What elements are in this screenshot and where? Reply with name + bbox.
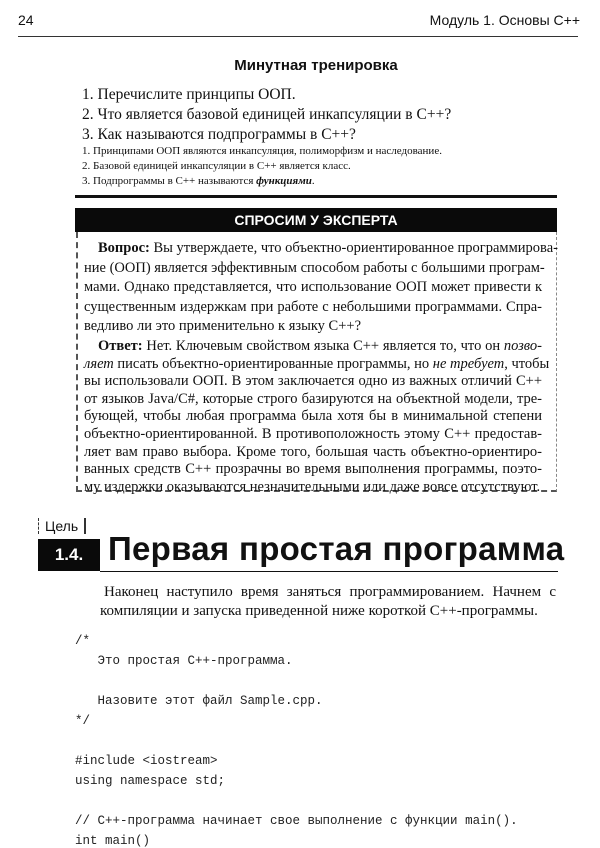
goal-label: Цель [38, 518, 86, 534]
section-number: 1.4. [38, 539, 100, 571]
answer-line: объектно-ориентированной. В противоположность этому C++ предостав- [84, 426, 542, 442]
code-line: using namespace std; [75, 774, 226, 788]
answer-emphasis: функциями [256, 175, 312, 187]
paragraph-line: Наконец наступило время заняться программированием. Начнем с [104, 584, 556, 600]
answer-label: Ответ: [98, 338, 143, 354]
answer-line: му издержки оказываются незначительными или даже вовсе отсутствуют. [84, 478, 541, 495]
quiz-answer: 2. Базовой единицей инкапсуляции в C++ является класс. [82, 160, 351, 172]
answer-line [84, 355, 550, 373]
answer-period: . [311, 175, 315, 187]
line-emphasis: ляет [84, 355, 114, 372]
line-emphasis: не требует [432, 355, 505, 372]
section-title: Первая простая программа [108, 530, 565, 567]
line-emphasis: позво- [503, 338, 542, 354]
quiz-title: Минутная тренировка [234, 57, 398, 74]
quiz-question: 2. Что является базовой единицей инкапсуляции в C++? [82, 106, 452, 123]
page-number: 24 [18, 12, 34, 28]
question-line: существенным издержкам при работе с небольшими программами. Спра- [84, 298, 542, 315]
code-line: Назовите этот файл Sample.cpp. [75, 694, 323, 708]
code-line: /* [75, 634, 91, 648]
answer-text: 3. Подпрограммы в C++ называются [82, 175, 257, 187]
line-text: Нет. Ключевым свойством языка C++ является то, что он [142, 338, 504, 354]
answer-line: от языков Java/C#, которые строго базируются на объектной модели, тре- [84, 390, 542, 407]
running-header: Модуль 1. Основы C++ [429, 12, 580, 28]
code-line: int main() [75, 834, 151, 848]
expert-title: СПРОСИМ У ЭКСПЕРТА [75, 208, 557, 232]
code-line: */ [75, 714, 91, 728]
line-text: , чтобы [504, 355, 550, 372]
quiz-answer [82, 175, 315, 187]
header-rule [18, 36, 578, 37]
question-line [98, 240, 558, 257]
answer-line: ванных средств C++ прозрачны во время выполнения программы, поэто- [84, 461, 542, 478]
code-line: #include <iostream> [75, 754, 218, 768]
answer-line: ляет вам право выбора. Кроме того, большая часть объектно-ориентиро- [84, 443, 542, 460]
question-label: Вопрос: [98, 240, 150, 256]
answer-line [98, 338, 542, 355]
paragraph-line: компиляции и запуска приведенной ниже короткой C++-программы. [100, 603, 538, 619]
title-rule [100, 571, 558, 572]
quiz-question: 3. Как называются подпрограммы в C++? [82, 126, 356, 143]
answer-line: бующей, чтобы любая программа была хотя бы в минимальной степени [84, 408, 542, 425]
question-line: ведливо ли это применительно к языку C++? [84, 318, 362, 334]
code-line: Это простая C++-программа. [75, 654, 293, 668]
code-line: // C++-программа начинает свое выполнение с функции main(). [75, 814, 518, 828]
answer-line: вы использовали ООП. В этом заключается одно из важных отличий C++ [84, 373, 542, 390]
quiz-answer: 1. Принципами ООП являются инкапсуляция, полиморфизм и наследование. [82, 145, 442, 157]
question-line: ние (ООП) является эффективным способом работы с большими програм- [84, 259, 545, 276]
quiz-question: 1. Перечислите принципы ООП. [82, 86, 296, 103]
quiz-rule [75, 195, 557, 198]
line-text: писать объектно-ориентированные программы, но [113, 355, 433, 372]
line-text: Вы утверждаете, что объектно-ориентированное программирова- [149, 240, 558, 256]
question-line: мами. Однако представляется, что использование ООП может привести к [84, 279, 542, 295]
